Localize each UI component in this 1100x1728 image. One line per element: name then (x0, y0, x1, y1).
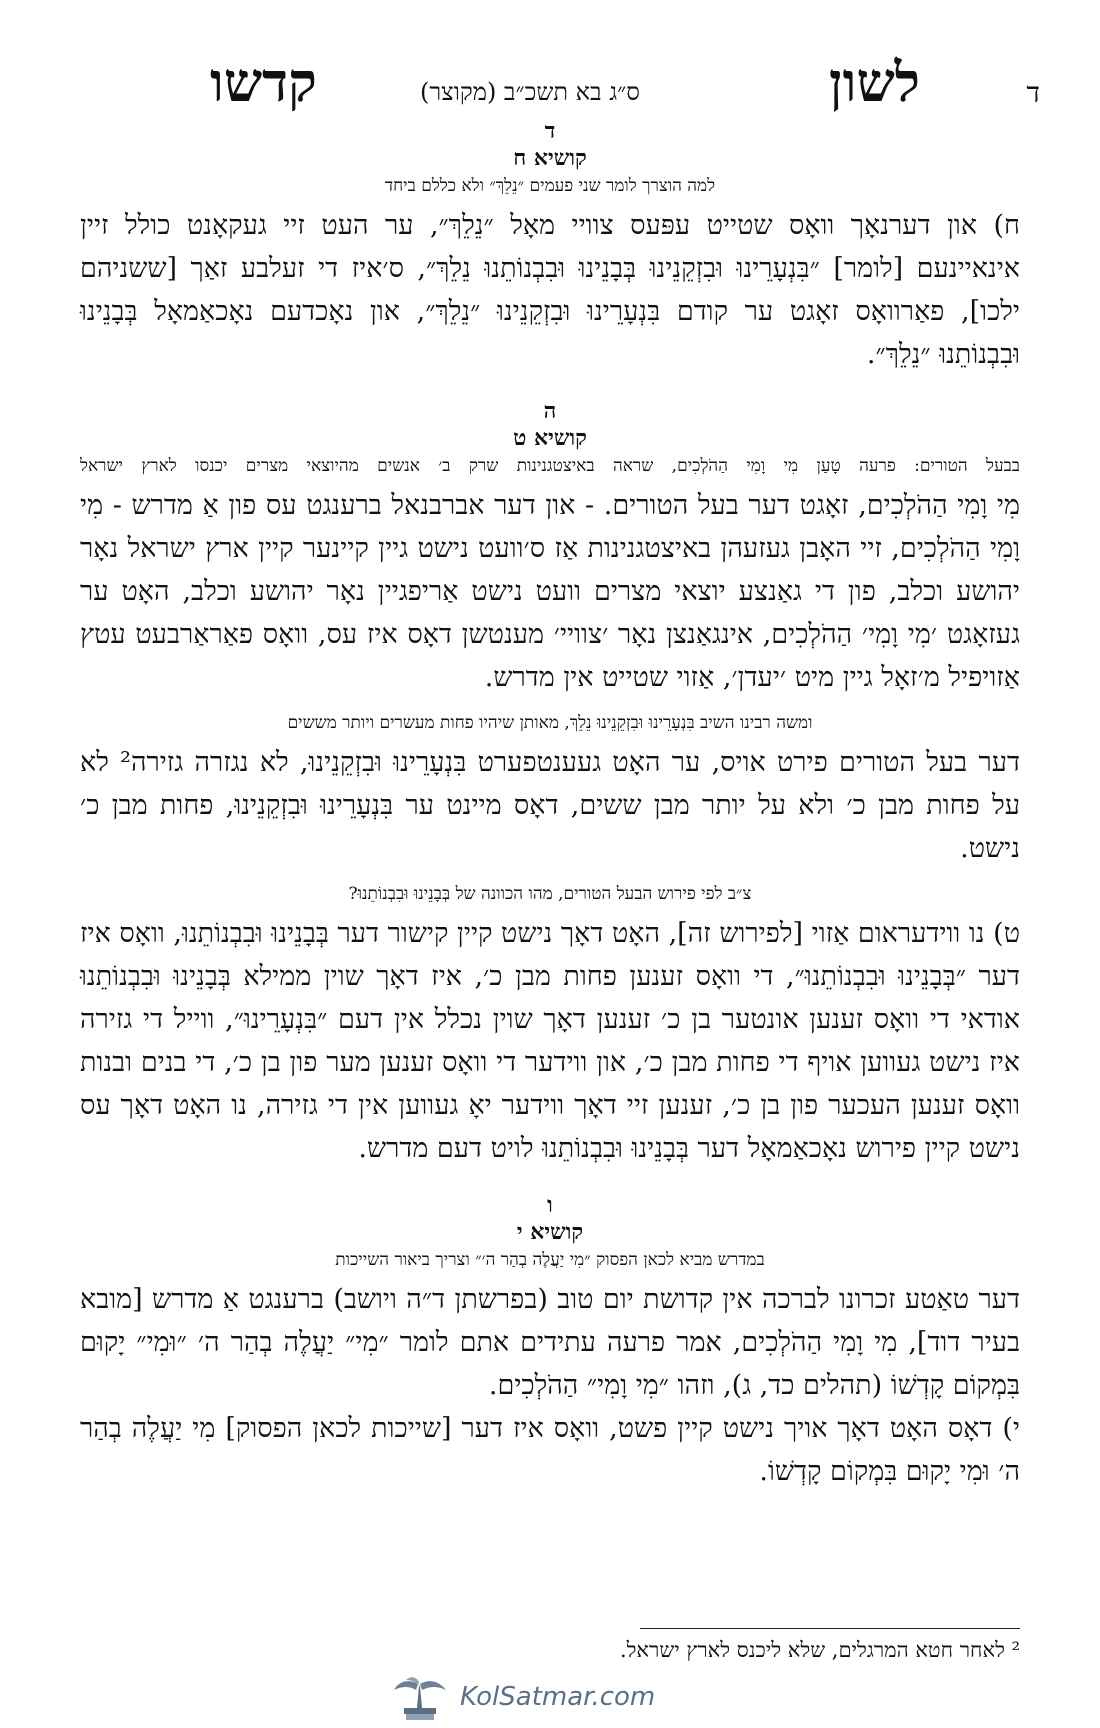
section-subtitle: למה הוצרך לומר שני פעמים ״נֵלֵךְ״ ולא כללם ביחד (384, 176, 716, 196)
section-subtitle: בבעל הטורים: פרעה טָעַן מִי וָמִי הַהֹלְכִים, שראה באיצטגנינות שרק ב׳ אנשים מהיוצאי מצרים יכנסו לארץ ישראל (80, 456, 1020, 476)
brand-watermark[interactable] (390, 1676, 710, 1724)
palm-tree-books-icon (390, 1676, 450, 1728)
paragraph: ט) נו ווידעראום אַזוי [לפירוש זה], האָט דאָך נישט קיין קישור דער בְּבָנֵינוּ וּבִבְנוֹתֵנוּ, וואָס איז דער ״בְּבָנֵינוּ וּבִבְנוֹתֵנוּ״, די וואָס זענען פחות מבן כ׳, איז דאָך שוין ממילא בְּבָנֵינוּ וּבִבְנוֹתֵנוּ אודאי די וואָס זענען אונטער בן כ׳ זענען דאָך שוין נכלל אין דעם ״בִּנְעָרֵינוּ״, ווייל די גזירה איז נישט געווען אויף די פחות מבן כ׳, און ווידער די וואָס זענען מער פון בן כ׳, די בנים ובנות וואָס זענען העכער פון בן כ׳, זענען זיי דאָך ווידער יאָ געווען אין די גזירה, נו האָט דאָך עס נישט קיין פירוש נאָכאַמאָל דער בְּבָנֵינוּ וּבִבְנוֹתֵנוּ לויט דעם מדרש. (80, 918, 1020, 1164)
paragraph: י) דאָס האָט דאָך אויך נישט קיין פשט, וואָס איז דער [שייכות לכאן הפסוק] מִי יַעֲלֶה בְהַר ה׳ וּמִי יָקוּם בִּמְקוֹם קָדְשׁוֹ. (80, 1413, 1020, 1487)
section-subtitle: במדרש מביא לכאן הפסוק ״מִי יַעֲלֶה בְהַר ה׳״ וצריך ביאור השייכות (335, 1250, 765, 1270)
running-header (60, 50, 1040, 120)
paragraph: דער בעל הטורים פירט אויס, ער האָט געענטפערט בִּנְעָרֵינוּ וּבִזְקֵנֵינוּ, לא נגזרה גזירה² לא על פחות מבן כ׳ ולא על יותר מבן ששים, דאָס מיינט ער בִּנְעָרֵינוּ וּבִזְקֵנֵינוּ, פחות מבן כ׳ נישט. (80, 747, 1020, 864)
section-title: קושיא י (516, 1219, 584, 1245)
footnote: ² לאחר חטא המרגלים, שלא ליכנס לארץ ישראל. (619, 1638, 1020, 1662)
page-number: ד (1026, 76, 1040, 109)
header-title-left: קדשו (210, 50, 317, 114)
subsection-subtitle: ומשה רבינו השיב בִּנְעָרֵינוּ וּבִזְקֵנֵינוּ נֵלֵךְ, מאותן שיהיו פחות מעשרים ויותר מששים (287, 713, 813, 733)
section-number: ד (544, 118, 556, 144)
paragraph: דער טאַטע זכרונו לברכה אין קדושת יום טוב (בפרשתן ד״ה ויושב) ברענגט אַ מדרש [מובא בעיר דוד], מִי וָמִי הַהֹלְכִים, אמר פרעה עתידים אתם לומר ״מִי״ יַעֲלֶה בְהַר ה׳ ״וּמִי״ יָקוּם בִּמְקוֹם קָדְשׁוֹ (תהלים כד, ג), וזהו ״מִי וָמִי״ הַהֹלְכִים. (80, 1284, 1020, 1401)
subsection-subtitle: צ״ב לפי פירוש הבעל הטורים, מהו הכוונה של בְּבָנֵינוּ וּבִבְנוֹתֵנוּ? (348, 884, 752, 904)
header-title-right: לשון (828, 50, 920, 114)
paragraph: מִי וָמִי הַהֹלְכִים, זאָגט דער בעל הטורים. - און דער אברבנאל ברענגט עס פון אַ מדרש - מִי וָמִי הַהֹלְכִים, זיי האָבן געזעהן באיצטגנינות אַז ס׳וועט נישט גיין קיינער קיין ארץ ישראל נאָר יהושע וכלב, פון די גאַנצע יוצאי מצרים וועט נישט אַריפגיין נאָר יהושע וכלב, האָט ער געזאָגט ׳מִי וָמִי׳ הַהֹלְכִים, אינגאַנצן נאָר ׳צוויי׳ מענטשן דאָס איז עס, וואָס פאַראַרבעט עטץ אַזויפיל מ׳זאָל גיין מיט ׳יעדן׳, אַזוי שטייט אין מדרש. (80, 490, 1020, 693)
section-title: קושיא ט (513, 425, 587, 451)
section-number: ה (543, 398, 557, 424)
section-number: ו (547, 1192, 553, 1218)
brand-name: KolSatmar.com (460, 1682, 656, 1712)
header-subtitle: ס״ג בא תשכ״ב (מקוצר) (420, 78, 640, 106)
section-title: קושיא ח (513, 145, 587, 171)
page (60, 40, 1040, 1712)
paragraph: ח) און דערנאָך וואָס שטייט עפּעס צוויי מאָל ״נֵלֵךְ״, ער העט זיי געקאָנט כולל זיין אינאיינעם [לומר] ״בִּנְעָרֵינוּ וּבִזְקֵנֵינוּ בְּבָנֵינוּ וּבִבְנוֹתֵנוּ נֵלֵךְ״, ס׳איז די זעלבע זאַך [ששניהם ילכו], פאַרוואָס זאָגט ער קודם בִּנְעָרֵינוּ וּבִזְקֵנֵינוּ ״נֵלֵךְ״, און נאָכדעם נאָכאַמאָל בְּבָנֵינוּ וּבִבְנוֹתֵנוּ ״נֵלֵךְ״. (80, 210, 1020, 370)
footnote-divider (640, 1628, 1020, 1629)
main-content (80, 118, 1020, 1493)
